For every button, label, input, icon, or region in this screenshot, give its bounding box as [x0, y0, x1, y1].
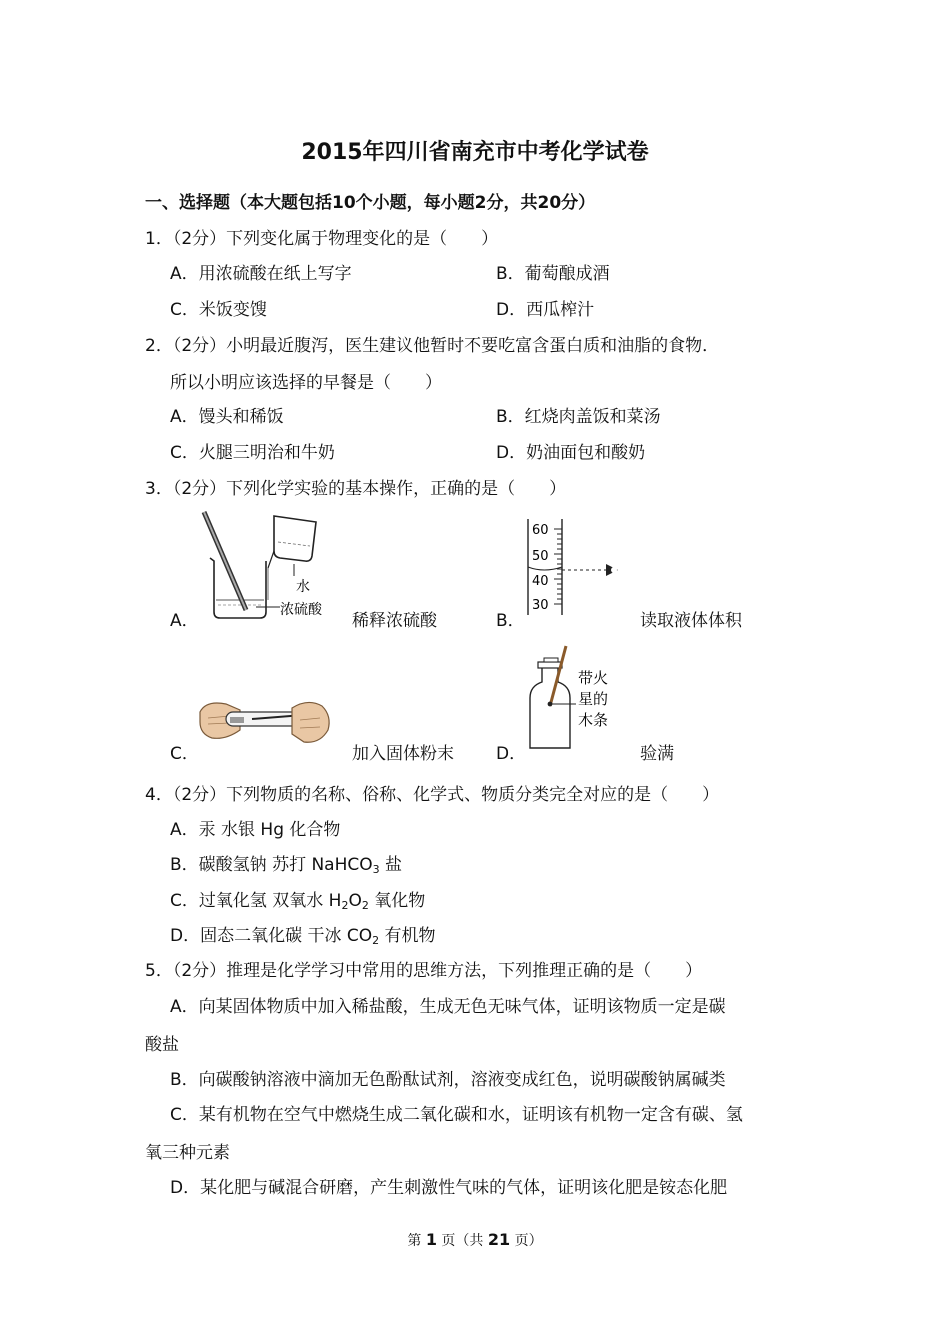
question-5-option-c-line2: 氧三种元素 — [145, 1143, 230, 1163]
question-3-option-a-letter: A． — [170, 611, 199, 631]
tick-label-50: 50 — [532, 549, 549, 564]
question-5-option-b: B．向碳酸钠溶液中滴加无色酚酞试剂，溶液变成红色，说明碳酸钠属碱类 — [170, 1070, 726, 1090]
tick-label-60: 60 — [532, 523, 549, 538]
question-1-option-b: B．葡萄酿成酒 — [496, 264, 610, 284]
question-2-stem-line1: 2．（2分）小明最近腹泻，医生建议他暂时不要吃富含蛋白质和油脂的食物． — [145, 336, 720, 356]
tick-label-30: 30 — [532, 598, 549, 613]
question-2-option-a: A．馒头和稀饭 — [170, 407, 284, 427]
question-5-option-d: D．某化肥与碱混合研磨，产生刺激性气味的气体，证明该化肥是铵态化肥 — [170, 1178, 728, 1198]
question-5-option-a-line2: 酸盐 — [145, 1035, 179, 1055]
question-3-option-b-caption: 读取液体体积 — [640, 611, 742, 631]
question-2-option-c: C．火腿三明治和牛奶 — [170, 443, 335, 463]
question-4-option-c: C．过氧化氢 双氧水 $H_2O_2$ 氧化物 — [170, 891, 426, 912]
question-2-stem-line2: 所以小明应该选择的早餐是（ ） — [170, 373, 442, 393]
question-3-option-a-caption: 稀释浓硫酸 — [352, 611, 437, 631]
graduated-cylinder-illustration — [522, 515, 632, 617]
diluting-acid-illustration — [196, 508, 341, 623]
question-4-option-b: B．碳酸氢钠 苏打 NaHCO$_3$ 盐 — [170, 855, 403, 876]
question-4-option-d: D．固态二氧化碳 干冰 $CO_2$ 有机物 — [170, 926, 436, 947]
adding-powder-illustration — [196, 690, 336, 752]
label-water: 水 — [296, 579, 310, 595]
question-3-stem: 3．（2分）下列化学实验的基本操作，正确的是（ ） — [145, 479, 567, 499]
label-glowing: 带火 — [578, 669, 609, 687]
question-1-option-c: C．米饭变馊 — [170, 300, 267, 320]
question-2-option-d: D．奶油面包和酸奶 — [496, 443, 646, 463]
question-3-option-b-letter: B． — [496, 611, 525, 631]
page-title: 2015年四川省南充市中考化学试卷 — [301, 140, 649, 165]
question-1-option-a: A．用浓硫酸在纸上写字 — [170, 264, 352, 284]
question-3-option-d-caption: 验满 — [640, 744, 674, 764]
question-5-option-a-line1: A．向某固体物质中加入稀盐酸，生成无色无味气体，证明该物质一定是碳 — [170, 997, 726, 1017]
question-4-option-a: A．汞 水银 Hg 化合物 — [170, 820, 341, 840]
tick-label-40: 40 — [532, 574, 549, 589]
question-2-option-b: B．红烧肉盖饭和菜汤 — [496, 407, 661, 427]
question-4-stem: 4．（2分）下列物质的名称、俗称、化学式、物质分类完全对应的是（ ） — [145, 785, 720, 805]
question-1-stem: 1．（2分）下列变化属于物理变化的是（ ） — [145, 229, 499, 249]
section-heading: 一、选择题（本大题包括10个小题，每小题2分，共20分） — [145, 193, 596, 213]
page-footer: 第 1 页（共 21 页） — [407, 1230, 543, 1249]
question-3-option-c-letter: C． — [170, 744, 199, 764]
question-3-option-d-letter: D． — [496, 744, 527, 764]
question-3-option-c-caption: 加入固体粉末 — [352, 744, 454, 764]
gas-bottle-illustration — [522, 644, 627, 752]
question-5-stem: 5．（2分）推理是化学学习中常用的思维方法，下列推理正确的是（ ） — [145, 961, 703, 981]
question-5-option-c-line1: C．某有机物在空气中燃烧生成二氧化碳和水，证明该有机物一定含有碳、氢 — [170, 1105, 743, 1125]
question-1-option-d: D．西瓜榨汁 — [496, 300, 595, 320]
label-concentrated-acid: 浓硫酸 — [280, 602, 322, 618]
label-wood-splint: 木条 — [578, 711, 609, 729]
label-splint-of: 星的 — [578, 690, 609, 708]
